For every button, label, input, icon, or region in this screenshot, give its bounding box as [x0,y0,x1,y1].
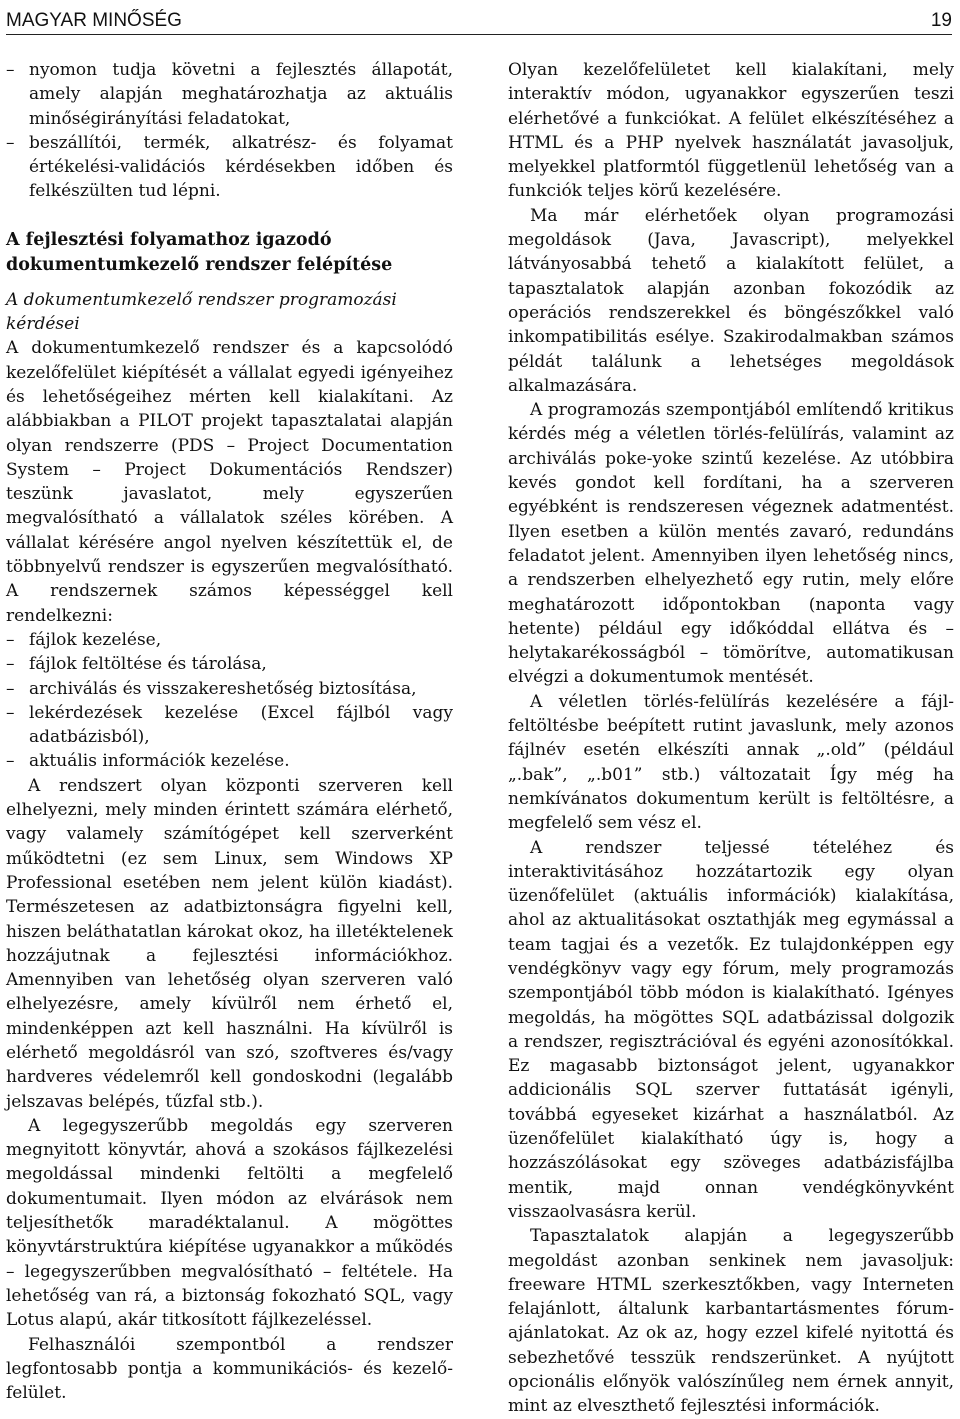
paragraph: A véletlen törlés-felülírás kezelésére a fájl-feltöltésbe beépített rutint javaslunk, mely azonos fájlnév esetén elkészíti annak „.old” (például „.bak”, „.b01” stb.) változatait Így még ha nemkívánatos dokumentum került is feltöltésre, a megfelelő sem vész el. [508,691,954,834]
list-item: – aktuális információk kezelése. [6,749,453,773]
paragraph: Olyan kezelőfelületet kell kialakítani, mely interaktív módon, ugyanakkor egyszerűen teszi elérhetővé a funkciókat. A felület elkészítéséhez a HTML és a PHP nyelvek használatát javasoljuk, melyekkel platformtól függetlenül lehetőség van a funkciók teljes körű kezelésére. [508,60,954,202]
paragraph: Felhasználói szempontból a rendszer legfontosabb pontja a kommunikációs- és kezelő-felület. [6,1334,453,1404]
list-item: – archiválás és visszakereshetőség biztosítása, [6,677,453,701]
list-item: – fájlok kezelése, [6,628,453,652]
list-item: – lekérdezések kezelése (Excel fájlból vagy adatbázisból), [6,701,453,750]
capabilities-list [6,628,453,774]
section-heading: A fejlesztési folyamathoz igazodó dokumentumkezelő rendszer felépítése [6,229,393,275]
list-item: – fájlok feltöltése és tárolása, [6,652,453,676]
left-column [6,58,453,1404]
intro-list [6,58,453,204]
list-item: – beszállítói, termék, alkatrész- és folyamat értékelési-validációs kérdésekben időben és felkészülten tud lépni. [6,131,453,204]
paragraph: A rendszert olyan központi szerveren kell elhelyezni, mely minden érintett számára elérhető, vagy valamely számítógépet kell szerverként működtetni (ez sem Linux, sem Windows XP Professional esetében nem jelent külön kiadást). Természetesen az adatbiztonságra figyelni kell, hiszen beláthatatlan károkat okoz, ha illetéktelenek hozzájutnak a fejlesztési információkhoz. Amennyiben van lehetőség olyan szerveren való elhelyezésre, amely kívülről nem érhető el, mindenképpen azt kell használni. Ha kívülről is elérhető megoldásról van szó, szoftveres és/vagy hardveres védelemről kell gondoskodni (legalább jelszavas belépés, tűzfal stb.). [6,775,453,1112]
section-subheading: A dokumentumkezelő rendszer programozási kérdései [6,289,397,335]
paragraph: Ma már elérhetőek olyan programozási megoldások (Java, Javascript), melyekkel látványosabbá tehető a kialakított felület, a tapasztalatok alapján azonban fokozódik az operációs rendszerekkel és böngészőkkel való inkompatibilitás esélye. Szakirodalmakban számos példát találunk a lehetséges megoldások alkalmazására. [508,205,954,396]
paragraph: A dokumentumkezelő rendszer és a kapcsolódó kezelőfelület kiépítését a vállalat egyedi igényeihez és lehetőségeihez mérten kell kialakítani. Az alábbiakban a PILOT projekt tapasztalatai alapján olyan rendszerre (PDS – Project Documentation System – Project Dokumentációs Rendszer) teszünk javaslatot, mely egyszerűen megvalósítható a vállalatok széles körében. A vállalat kérésére angol nyelven készítettük el, de többnyelvű rendszer is egyszerűen megvalósítható. A rendszernek számos képességgel kell rendelkezni: [6,338,453,626]
journal-title: MAGYAR MINŐSÉG [6,10,182,31]
paragraph: Tapasztalatok alapján a legegyszerűbb megoldást azonban senkinek nem javasoljuk: freeware HTML szerkesztőkben, vagy Interneten felajánlott, általunk karbantartásmentes fórum-ajánlatokat. Az ok az, hogy ezzel kifelé nyitottá és sebezhetővé tesszük rendszerünket. A nyújtott opcionális előnyök valószínűleg nem érnek annyit, mint az elveszthető fejlesztési információk. [508,1226,954,1417]
right-column [508,58,954,1417]
page-number: 19 [930,10,952,31]
paragraph: A programozás szempontjából említendő kritikus kérdés még a véletlen törlés-felülírás, valamint az archiválás poke-yoke szintű kezelése. Az utóbbira kevés gondot kell fordítani, ha a szerveren egyébként is rendszeresen végeznek adatmentést. Ilyen esetben a külön mentés zavaró, redundáns feladatot jelent. Amennyiben ilyen lehetőség nincs, a rendszerben elhelyezhető egy rutin, mely előre meghatározott időpontokban (naponta vagy hetente) például egy időkóddal ellátva és – helytakarékosságból – tömörítve, automatikusan elvégzi a dokumentumok mentését. [508,400,954,688]
running-header [6,2,952,35]
list-item: – nyomon tudja követni a fejlesztés állapotát, amely alapján meghatározhatja az aktuális minőségirányítási feladatokat, [6,58,453,131]
paragraph: A rendszer teljessé tételéhez és interaktivitásához hozzátartozik egy olyan üzenőfelület (aktuális információk) kialakítása, ahol az aktualitásokat osztathják meg egymással a team tagjai és a vezetők. Ez tulajdonképpen egy vendégkönyv vagy egy fórum, mely programozás szempontjából több módon is kialakítható. Igényes megoldás, ha mögöttes SQL adatbázissal dolgozik a rendszer, regisztrációval és egyéni azonosítókkal. Ez magasabb biztonságot jelent, ugyanakkor addicionális SQL szerver futtatását igényli, továbbá egyeseket kizárhat a használatból. Az üzenőfelület kialakítható úgy is, hogy a hozzászólásokat egy szöveges adatbázisfájlba mentik, majd onnan vendégkönyvként visszaolvasásra kerül. [508,837,954,1222]
paragraph: A legegyszerűbb megoldás egy szerveren megnyitott könyvtár, ahová a szokásos fájlkezelési megoldással mindenki feltölti a megfelelő dokumentumait. Ilyen módon az elvárások nem teljesíthetők maradéktalanul. A mögöttes könyvtárstruktúra kiépítése ugyanakkor a működés – legegyszerűbben megvalósítható – feltétele. Ha lehetőség van rá, a biztonság fokozható SQL, vagy Lotus alapú, akár titkosított fájlkezeléssel. [6,1115,453,1331]
